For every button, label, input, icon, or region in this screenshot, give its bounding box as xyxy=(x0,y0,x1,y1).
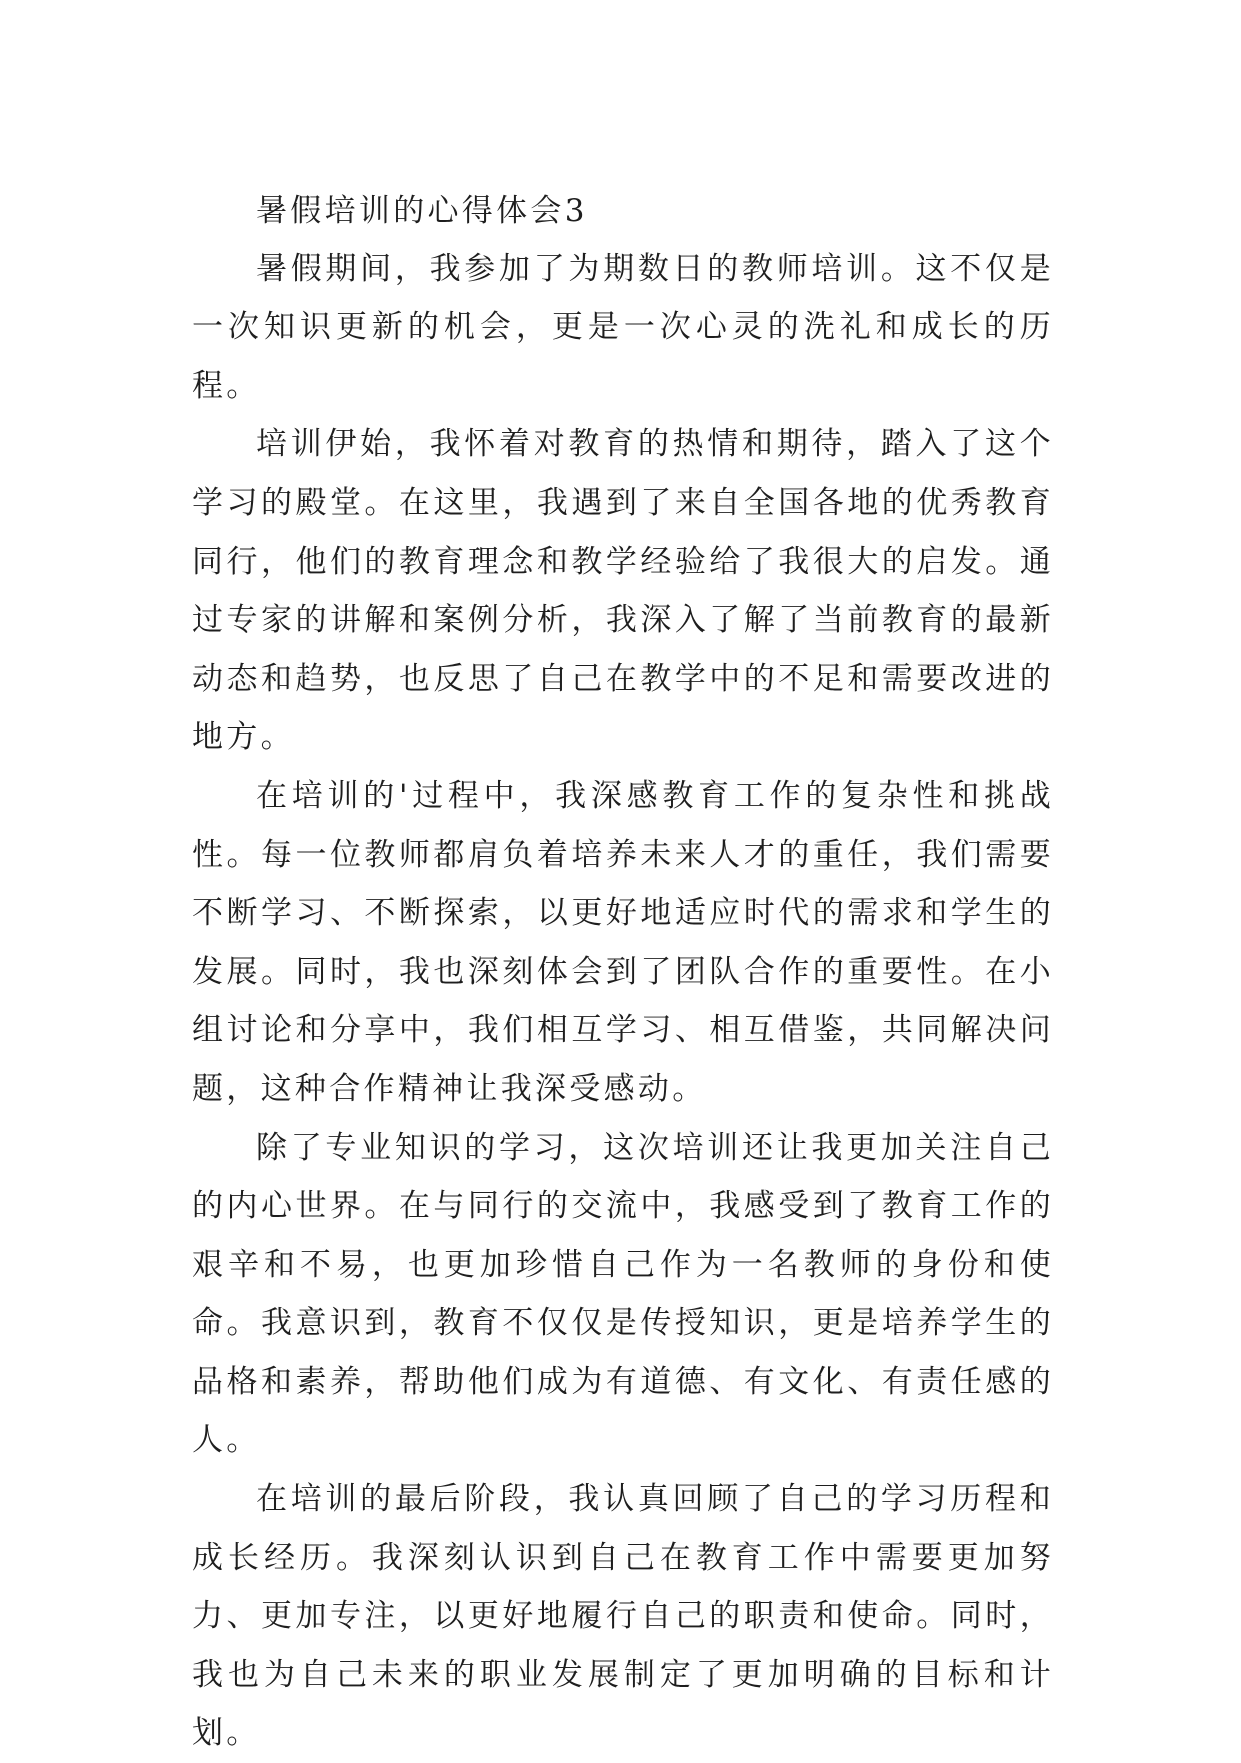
paragraph-3: 在培训的'过程中，我深感教育工作的复杂性和挑战性。每一位教师都肩负着培养未来人才的重任，我们需要不断学习、不断探索，以更好地适应时代的需求和学生的发展。同时，我也深刻体会到了团队合作的重要性。在小组讨论和分享中，我们相互学习、相互借鉴，共同解决问题，这种合作精神让我深受感动。 xyxy=(192,777,1054,1107)
paragraph-2: 培训伊始，我怀着对教育的热情和期待，踏入了这个学习的殿堂。在这里，我遇到了来自全国各地的优秀教育同行，他们的教育理念和教学经验给了我很大的启发。通过专家的讲解和案例分析，我深入了解了当前教育的最新动态和趋势，也反思了自己在教学中的不足和需要改进的地方。 xyxy=(192,426,1054,756)
paragraph-5: 在培训的最后阶段，我认真回顾了自己的学习历程和成长经历。我深刻认识到自己在教育工作中需要更加努力、更加专注，以更好地履行自己的职责和使命。同时，我也为自己未来的职业发展制定了更加明确的目标和计划。 xyxy=(192,1481,1054,1752)
paragraph-1: 暑假期间，我参加了为期数日的教师培训。这不仅是一次知识更新的机会，更是一次心灵的洗礼和成长的历程。 xyxy=(192,250,1054,404)
document-body xyxy=(192,182,1054,1763)
document-title: 暑假培训的心得体会3 xyxy=(256,193,588,229)
paragraph-4: 除了专业知识的学习，这次培训还让我更加关注自己的内心世界。在与同行的交流中，我感受到了教育工作的艰辛和不易，也更加珍惜自己作为一名教师的身份和使命。我意识到，教育不仅仅是传授知识，更是培养学生的品格和素养，帮助他们成为有道德、有文化、有责任感的人。 xyxy=(192,1129,1054,1459)
